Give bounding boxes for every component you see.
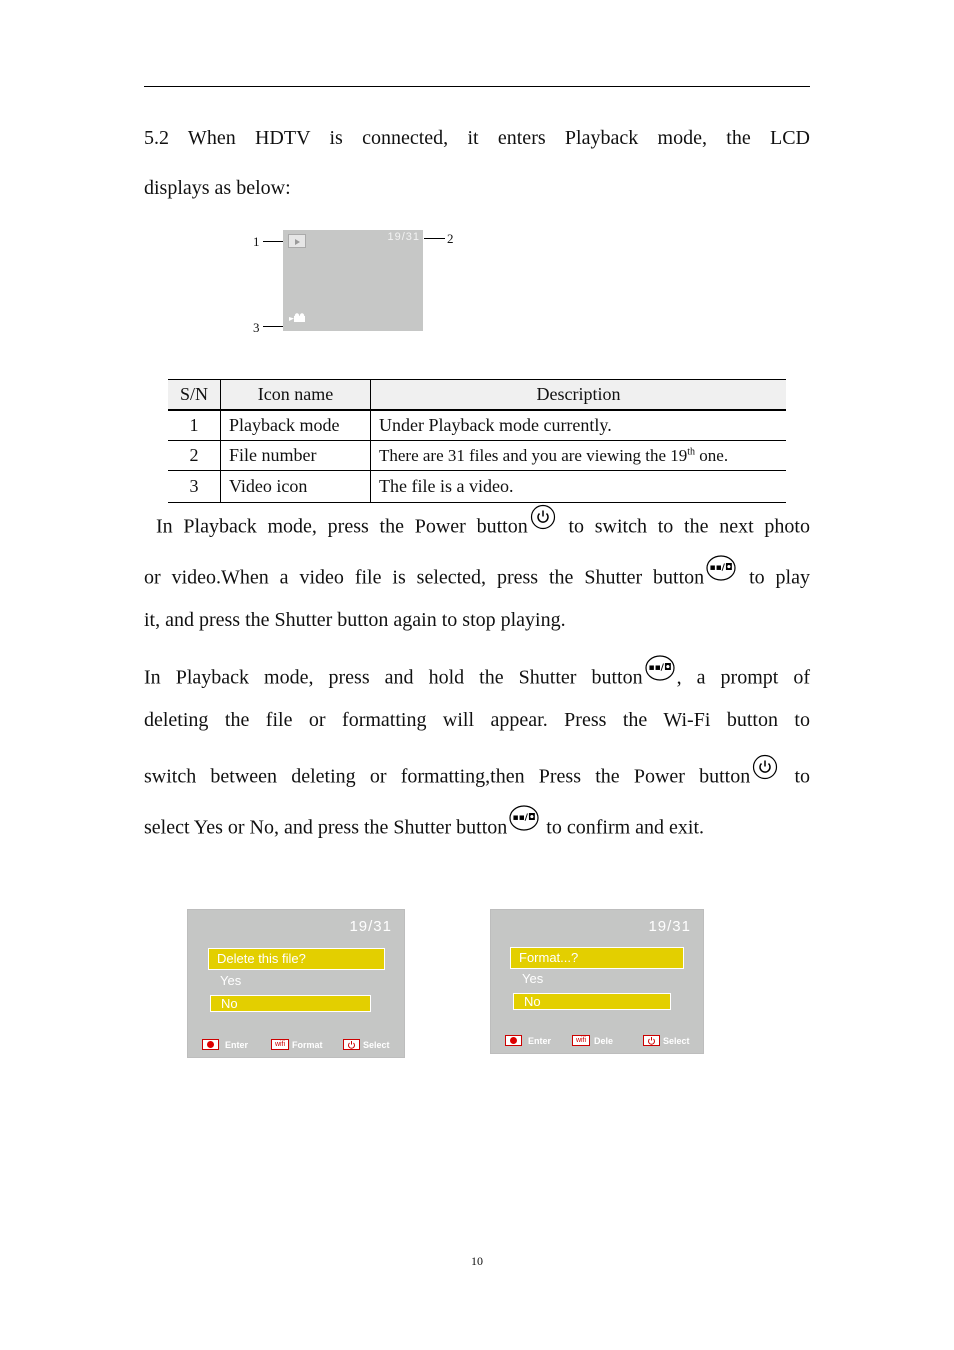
cell-description: Under Playback mode currently. bbox=[371, 410, 787, 441]
playback-mode-icon bbox=[288, 234, 306, 248]
p2-line-4 bbox=[144, 813, 810, 845]
p2-text-d: to bbox=[780, 765, 811, 788]
callout-2-line bbox=[424, 238, 445, 239]
intro-line-1: 5.2 When HDTV is connected, it enters Playback mode, the LCD bbox=[144, 127, 810, 149]
desc-text-end: one. bbox=[695, 445, 729, 465]
p2-line-1 bbox=[144, 663, 810, 695]
option-yes[interactable]: Yes bbox=[220, 973, 242, 988]
p1-text-b: to switch to the next photo bbox=[557, 515, 810, 538]
p2-text-f: to confirm and exit. bbox=[541, 816, 705, 839]
svg-text:▪▪/◘: ▪▪/◘ bbox=[512, 813, 536, 823]
callout-2: 2 bbox=[447, 231, 454, 246]
table-row bbox=[168, 410, 786, 441]
p2-line-2: deleting the file or formatting will appear. Press the Wi-Fi button to bbox=[144, 709, 810, 731]
header-description: Description bbox=[371, 380, 787, 411]
lcd-screen bbox=[283, 230, 423, 331]
p1-text-c: or video.When a video file is selected, press the Shutter button bbox=[144, 566, 705, 589]
footer-enter: Enter bbox=[225, 1040, 249, 1050]
p2-text-b: , a prompt of bbox=[676, 666, 811, 689]
file-number: 19/31 bbox=[387, 231, 420, 243]
table-header-row bbox=[168, 380, 786, 411]
video-icon bbox=[289, 310, 307, 328]
p1-line-3: it, and press the Shutter button again to stop playing. bbox=[144, 609, 566, 631]
intro-line-2: displays as below: bbox=[144, 177, 291, 199]
header-icon-name: Icon name bbox=[221, 380, 371, 411]
header-sn: S/N bbox=[168, 380, 221, 411]
desc-superscript: th bbox=[687, 445, 696, 457]
record-icon bbox=[202, 1039, 219, 1050]
p1-line-2 bbox=[144, 563, 810, 595]
wifi-icon: wifi bbox=[271, 1039, 289, 1050]
svg-text:▪▪/◘: ▪▪/◘ bbox=[648, 663, 672, 673]
option-no[interactable]: No bbox=[210, 995, 371, 1012]
shutter-button-icon bbox=[645, 655, 675, 687]
callout-1-line bbox=[263, 241, 283, 242]
footer-dele: Dele bbox=[594, 1036, 614, 1046]
screen-file-number: 19/31 bbox=[349, 918, 392, 935]
header-rule bbox=[144, 86, 810, 87]
cell-description: The file is a video. bbox=[371, 471, 787, 503]
cell-sn: 3 bbox=[168, 471, 221, 503]
cell-sn: 2 bbox=[168, 441, 221, 471]
cell-icon-name: Playback mode bbox=[221, 410, 371, 441]
p2-text-c: switch between deleting or formatting,then Press the Power button bbox=[144, 765, 751, 788]
footer-enter: Enter bbox=[528, 1036, 552, 1046]
cell-icon-name: File number bbox=[221, 441, 371, 471]
p1-line-1 bbox=[156, 512, 810, 544]
option-no[interactable]: No bbox=[513, 993, 671, 1010]
record-icon bbox=[505, 1035, 522, 1046]
option-yes[interactable]: Yes bbox=[522, 971, 544, 986]
screen-file-number: 19/31 bbox=[648, 918, 691, 935]
svg-text:▪▪/◘: ▪▪/◘ bbox=[709, 563, 733, 573]
table-row bbox=[168, 441, 786, 471]
cell-sn: 1 bbox=[168, 410, 221, 441]
p2-text-a: In Playback mode, press and hold the Shutter button bbox=[144, 666, 643, 689]
shutter-button-icon bbox=[509, 805, 539, 837]
desc-text: There are 31 files and you are viewing the 19 bbox=[379, 445, 688, 465]
p1-text-a: In Playback mode, press the Power button bbox=[156, 515, 528, 538]
table-row bbox=[168, 471, 786, 503]
callout-3-line bbox=[263, 326, 283, 327]
callout-1: 1 bbox=[253, 234, 260, 249]
footer-select: Select bbox=[363, 1040, 390, 1050]
power-icon bbox=[343, 1039, 360, 1050]
power-icon bbox=[643, 1035, 660, 1046]
cell-description bbox=[371, 441, 787, 471]
delete-prompt-title: Delete this file? bbox=[208, 948, 385, 970]
icon-table bbox=[168, 379, 786, 503]
power-button-icon bbox=[752, 754, 778, 786]
cell-icon-name: Video icon bbox=[221, 471, 371, 503]
delete-prompt-screen bbox=[187, 909, 405, 1058]
page-number: 10 bbox=[471, 1254, 483, 1268]
format-prompt-screen bbox=[490, 909, 704, 1054]
format-prompt-title: Format...? bbox=[510, 947, 684, 969]
p1-text-d: to play bbox=[738, 566, 810, 589]
footer-select: Select bbox=[663, 1036, 690, 1046]
p2-line-3 bbox=[144, 762, 810, 794]
footer-format: Format bbox=[292, 1040, 323, 1050]
wifi-icon: wifi bbox=[572, 1035, 590, 1046]
shutter-button-icon bbox=[706, 555, 736, 587]
p2-text-e: select Yes or No, and press the Shutter button bbox=[144, 816, 508, 839]
callout-3: 3 bbox=[253, 320, 260, 335]
power-button-icon bbox=[530, 504, 556, 536]
